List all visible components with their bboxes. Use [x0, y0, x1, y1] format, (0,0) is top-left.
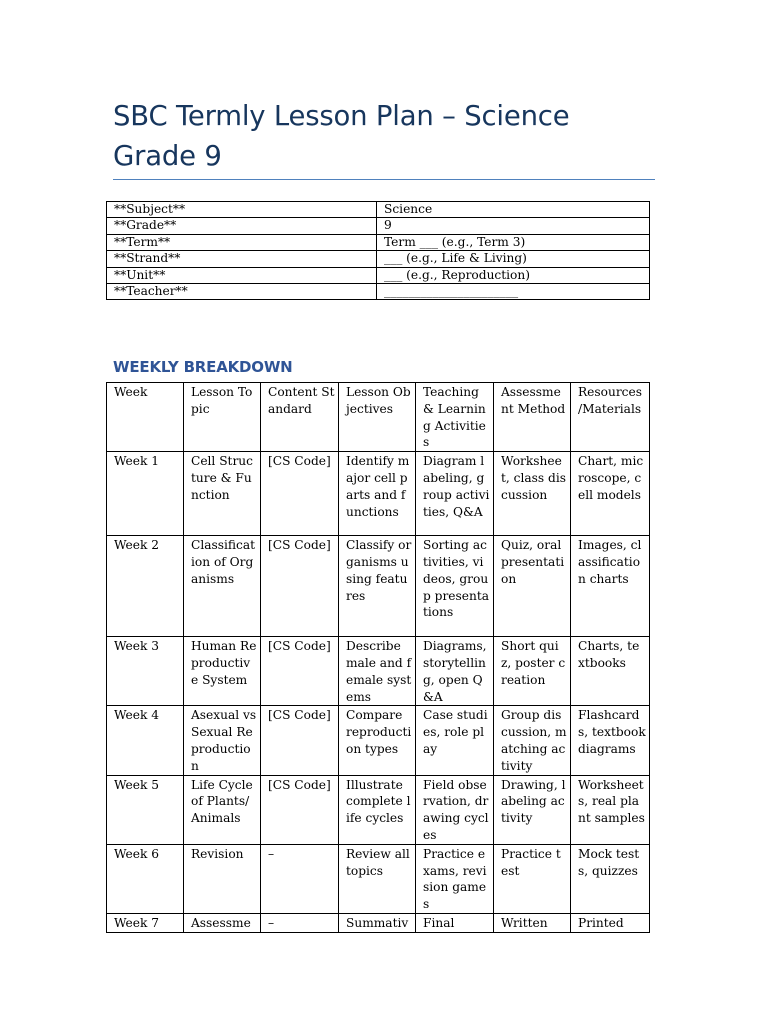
table-cell: Drawing, labeling activity — [494, 775, 571, 844]
info-label: **Grade** — [107, 218, 377, 234]
table-row — [107, 536, 650, 637]
table-cell: Human Reproductive System — [184, 637, 261, 706]
table-cell: Sorting activities, videos, group presentations — [416, 536, 494, 637]
info-value: Term ___ (e.g., Term 3) — [377, 234, 650, 250]
table-cell: Written — [494, 913, 571, 932]
table-cell: [CS Code] — [261, 452, 339, 536]
table-cell: Week 6 — [107, 844, 184, 913]
table-cell: Field observation, drawing cycles — [416, 775, 494, 844]
table-cell: Practice exams, revision games — [416, 844, 494, 913]
column-header: Resources /Materials — [571, 383, 650, 452]
table-cell: Diagrams, storytelling, open Q&A — [416, 637, 494, 706]
column-header: Lesson Topic — [184, 383, 261, 452]
info-value: ______________________ — [377, 284, 650, 300]
table-cell: [CS Code] — [261, 775, 339, 844]
table-cell: Week 3 — [107, 637, 184, 706]
table-cell: Week 2 — [107, 536, 184, 637]
weekly-breakdown-heading: WEEKLY BREAKDOWN — [113, 358, 293, 376]
table-cell: [CS Code] — [261, 536, 339, 637]
info-row-strand — [107, 251, 650, 267]
info-value: ___ (e.g., Reproduction) — [377, 267, 650, 283]
info-row-teacher — [107, 284, 650, 300]
table-cell: Diagram labeling, group activities, Q&A — [416, 452, 494, 536]
table-cell: Life Cycle of Plants/Animals — [184, 775, 261, 844]
table-cell: Classify organisms using features — [339, 536, 416, 637]
column-header: Content Standard — [261, 383, 339, 452]
table-cell: Practice test — [494, 844, 571, 913]
table-cell: Illustrate complete life cycles — [339, 775, 416, 844]
weekly-breakdown-table — [106, 382, 650, 933]
table-cell: [CS Code] — [261, 706, 339, 775]
table-cell: Printed — [571, 913, 650, 932]
table-row — [107, 913, 650, 932]
info-label: **Strand** — [107, 251, 377, 267]
table-row — [107, 844, 650, 913]
table-cell: Week 1 — [107, 452, 184, 536]
table-cell: Week 4 — [107, 706, 184, 775]
table-cell: Compare reproduction types — [339, 706, 416, 775]
title-underline — [113, 179, 655, 180]
table-cell: Week 7 — [107, 913, 184, 932]
table-cell: Assessme — [184, 913, 261, 932]
column-header: Lesson Objectives — [339, 383, 416, 452]
table-cell: Cell Structure & Function — [184, 452, 261, 536]
table-cell: Chart, microscope, cell models — [571, 452, 650, 536]
info-label: **Term** — [107, 234, 377, 250]
table-cell: Classification of Organisms — [184, 536, 261, 637]
table-row — [107, 775, 650, 844]
page-title: SBC Termly Lesson Plan – Science Grade 9 — [113, 100, 570, 172]
table-cell: Review all topics — [339, 844, 416, 913]
info-value: Science — [377, 202, 650, 218]
table-header-row — [107, 383, 650, 452]
column-header: Teaching & Learning Activities — [416, 383, 494, 452]
info-row-term — [107, 234, 650, 250]
info-label: **Unit** — [107, 267, 377, 283]
info-label: **Subject** — [107, 202, 377, 218]
table-cell: Images, classification charts — [571, 536, 650, 637]
table-cell: Asexual vs Sexual Reproduction — [184, 706, 261, 775]
table-cell: Final — [416, 913, 494, 932]
table-cell: Short quiz, poster creation — [494, 637, 571, 706]
table-cell: Group discussion, matching activity — [494, 706, 571, 775]
table-cell: Mock tests, quizzes — [571, 844, 650, 913]
info-table — [106, 201, 650, 300]
info-row-subject — [107, 202, 650, 218]
info-value: ___ (e.g., Life & Living) — [377, 251, 650, 267]
info-row-grade — [107, 218, 650, 234]
table-cell: [CS Code] — [261, 637, 339, 706]
table-row — [107, 706, 650, 775]
table-cell: Describe male and female systems — [339, 637, 416, 706]
info-row-unit — [107, 267, 650, 283]
table-cell: Week 5 — [107, 775, 184, 844]
table-cell: Summativ — [339, 913, 416, 932]
table-cell: Case studies, role play — [416, 706, 494, 775]
column-header: Assessment Method — [494, 383, 571, 452]
table-cell: Worksheet, class discussion — [494, 452, 571, 536]
table-cell: Identify major cell parts and functions — [339, 452, 416, 536]
info-label: **Teacher** — [107, 284, 377, 300]
table-row — [107, 637, 650, 706]
table-row — [107, 452, 650, 536]
table-cell: Charts, textbooks — [571, 637, 650, 706]
table-cell: – — [261, 913, 339, 932]
table-cell: Revision — [184, 844, 261, 913]
table-cell: – — [261, 844, 339, 913]
table-cell: Worksheets, real plant samples — [571, 775, 650, 844]
info-value: 9 — [377, 218, 650, 234]
column-header: Week — [107, 383, 184, 452]
table-cell: Flashcards, textbook diagrams — [571, 706, 650, 775]
table-cell: Quiz, oral presentation — [494, 536, 571, 637]
